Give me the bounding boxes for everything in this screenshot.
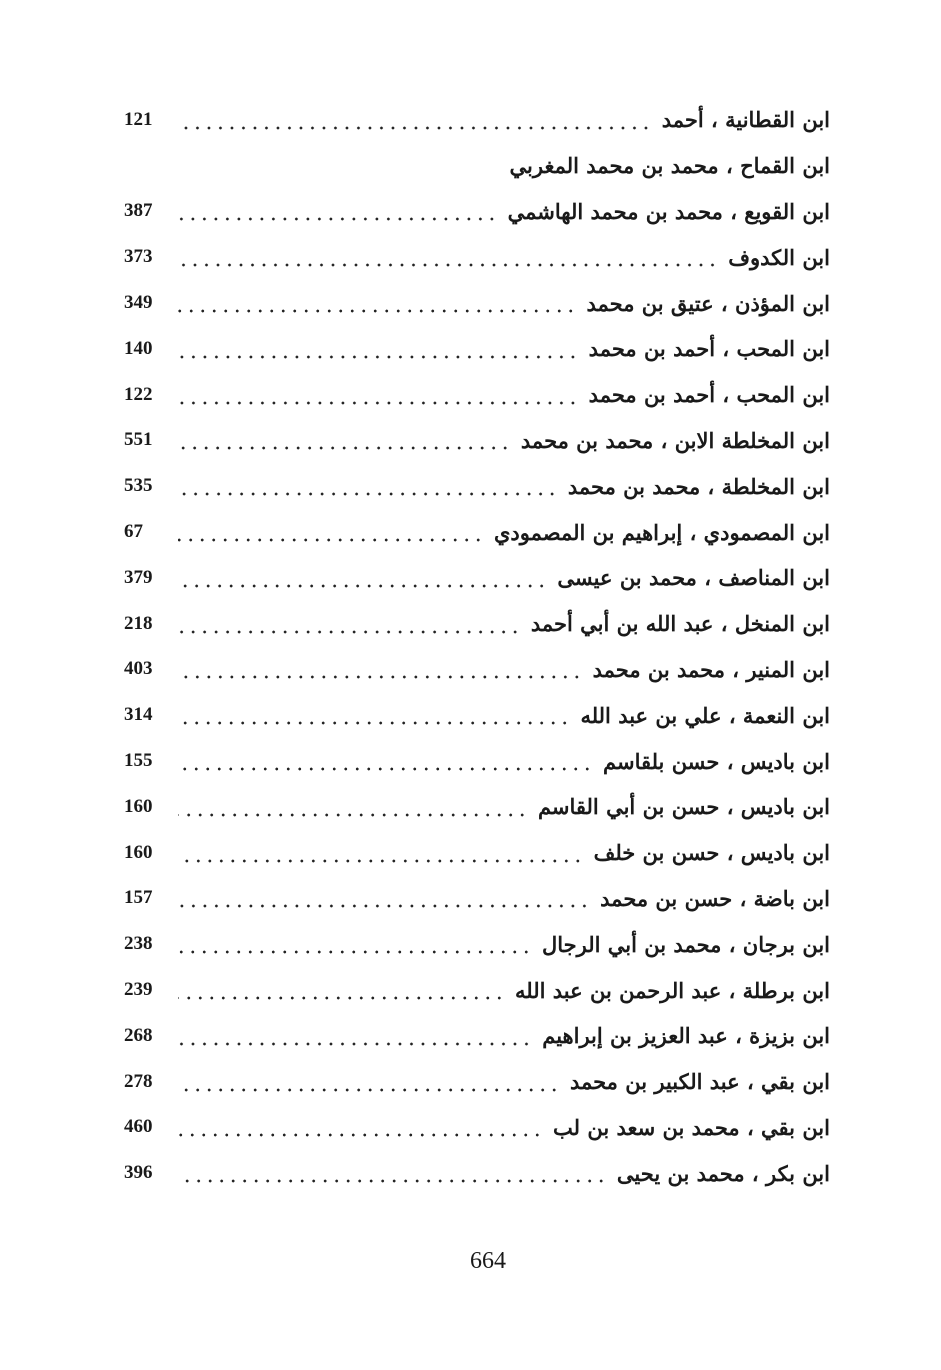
entry-name: ابن القطانية ، أحمد xyxy=(661,107,830,133)
entry-page-number: 155 xyxy=(124,750,153,772)
entry-name: ابن المنير ، محمد بن محمد xyxy=(592,656,830,682)
index-entry xyxy=(118,601,830,647)
dot-leader xyxy=(178,521,484,543)
entry-page-number: 314 xyxy=(124,704,153,726)
entry-page-number: 535 xyxy=(124,475,153,497)
entry-page-number: 460 xyxy=(124,1116,153,1138)
index-entry xyxy=(118,784,830,830)
entry-name: ابن المخلطة ، محمد بن محمد xyxy=(567,473,830,499)
entry-page-number: 379 xyxy=(124,566,153,588)
dot-leader xyxy=(178,979,505,1001)
index-entry xyxy=(118,1150,830,1196)
index-entry xyxy=(118,97,830,143)
entry-name: ابن المؤذن ، عتيق بن محمد xyxy=(586,290,830,316)
entry-page-number: 218 xyxy=(124,612,153,634)
index-entry xyxy=(118,647,830,693)
dot-leader xyxy=(178,613,521,635)
index-entry xyxy=(118,1059,830,1105)
entry-name: ابن باديس ، حسن بن أبي القاسم xyxy=(537,794,830,820)
entry-name: ابن باضة ، حسن بن محمد xyxy=(600,885,830,911)
dot-leader xyxy=(178,887,590,909)
entry-name: ابن المناصف ، محمد بن عيسى xyxy=(557,565,830,591)
dot-leader xyxy=(178,658,583,680)
entry-page-number: 238 xyxy=(124,933,153,955)
index-entry xyxy=(118,372,830,418)
entry-name: ابن باديس ، حسن بلقاسم xyxy=(603,748,830,774)
entry-name: ابن المنخل ، عبد الله بن أبي أحمد xyxy=(530,611,830,637)
entry-name: ابن المحب ، أحمد بن محمد xyxy=(588,336,830,362)
dot-leader xyxy=(178,567,547,589)
index-entry xyxy=(118,189,830,235)
entry-name: ابن باديس ، حسن بن خلف xyxy=(593,840,830,866)
index-entry xyxy=(118,1105,830,1151)
entry-name: ابن المخلطة الابن ، محمد بن محمد xyxy=(520,427,830,453)
page-number: 664 xyxy=(470,1248,506,1274)
entry-page-number: 140 xyxy=(124,337,153,359)
entry-name: ابن برجان ، محمد بن أبي الرجال xyxy=(542,931,830,957)
entry-name: ابن بزيزة ، عبد العزيز بن إبراهيم xyxy=(542,1023,830,1049)
entry-name: ابن المصمودي ، إبراهيم بن المصمودي xyxy=(493,519,830,545)
entry-page-number: 121 xyxy=(124,108,153,130)
index-entry xyxy=(118,418,830,464)
entry-page-number: 278 xyxy=(124,1070,153,1092)
entry-page-number: 373 xyxy=(124,246,153,268)
dot-leader xyxy=(178,933,532,955)
index-entry xyxy=(118,555,830,601)
index-entry xyxy=(118,234,830,280)
dot-leader xyxy=(178,1071,560,1093)
dot-leader xyxy=(178,1162,607,1184)
entry-page-number: 349 xyxy=(124,292,153,314)
dot-leader xyxy=(178,155,500,177)
entry-name: ابن النعمة ، علي بن عبد الله xyxy=(580,702,830,728)
index-list xyxy=(118,97,830,1196)
dot-leader xyxy=(178,796,528,818)
index-entry xyxy=(118,692,830,738)
dot-leader xyxy=(178,292,576,314)
dot-leader xyxy=(178,842,584,864)
entry-name: ابن بقي ، عبد الكبير بن محمد xyxy=(569,1069,830,1095)
entry-page-number: 387 xyxy=(124,200,153,222)
dot-leader xyxy=(178,338,579,360)
index-entry xyxy=(118,326,830,372)
entry-name: ابن بقي ، محمد بن سعد بن لب xyxy=(553,1114,830,1140)
index-entry xyxy=(118,876,830,922)
entry-name: ابن برطلة ، عبد الرحمن بن عبد الله xyxy=(515,977,830,1003)
dot-leader xyxy=(178,384,579,406)
entry-name: ابن المحب ، أحمد بن محمد xyxy=(588,382,830,408)
index-entry xyxy=(118,921,830,967)
entry-page-number: 396 xyxy=(124,1162,153,1184)
entry-name: ابن الكدوف xyxy=(728,244,830,270)
dot-leader xyxy=(178,1025,532,1047)
entry-page-number: 403 xyxy=(124,658,153,680)
dot-leader xyxy=(178,1116,543,1138)
entry-page-number: 157 xyxy=(124,887,153,909)
index-entry xyxy=(118,1013,830,1059)
index-entry xyxy=(118,463,830,509)
dot-leader xyxy=(178,200,498,222)
dot-leader xyxy=(178,750,593,772)
entry-name: ابن القماح ، محمد بن محمد المغربي xyxy=(509,153,830,179)
entry-page-number: 239 xyxy=(124,979,153,1001)
dot-leader xyxy=(178,704,570,726)
index-entry xyxy=(118,143,830,189)
entry-page-number: 160 xyxy=(124,841,153,863)
dot-leader xyxy=(178,475,558,497)
entry-page-number: 122 xyxy=(124,383,153,405)
entry-page-number: 67 xyxy=(124,521,143,543)
index-entry xyxy=(118,509,830,555)
index-entry xyxy=(118,967,830,1013)
index-entry xyxy=(118,280,830,326)
entry-page-number: 268 xyxy=(124,1024,153,1046)
entry-page-number: 160 xyxy=(124,795,153,817)
entry-page-number: 551 xyxy=(124,429,153,451)
dot-leader xyxy=(178,109,652,131)
entry-name: ابن بكر ، محمد بن يحيى xyxy=(616,1160,830,1186)
index-entry xyxy=(118,830,830,876)
index-entry xyxy=(118,738,830,784)
dot-leader xyxy=(178,429,511,451)
dot-leader xyxy=(178,246,718,268)
entry-name: ابن القويع ، محمد بن محمد الهاشمي xyxy=(507,198,830,224)
